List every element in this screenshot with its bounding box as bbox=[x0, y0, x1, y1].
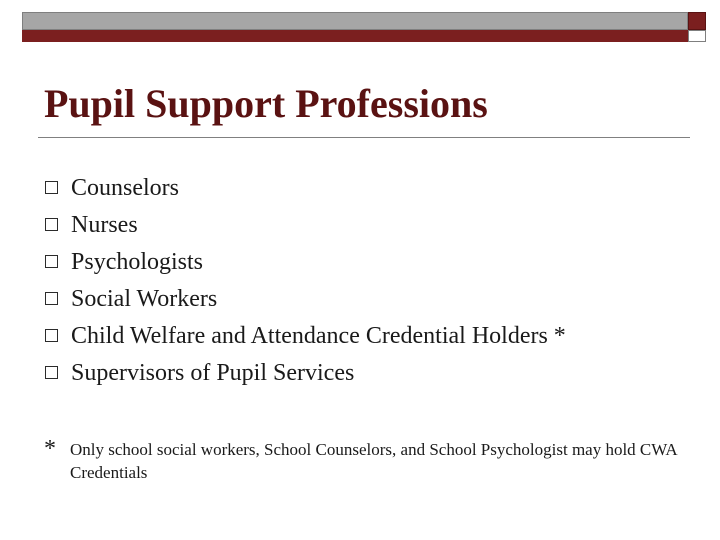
square-bullet-icon bbox=[45, 329, 58, 342]
square-bullet-icon bbox=[45, 181, 58, 194]
header-bar-red bbox=[22, 30, 688, 42]
footnote-asterisk: * bbox=[44, 436, 56, 462]
title-divider bbox=[38, 137, 690, 138]
bullet-label: Supervisors of Pupil Services bbox=[71, 360, 355, 386]
square-bullet-icon bbox=[45, 255, 58, 268]
bullet-label: Nurses bbox=[71, 212, 138, 238]
header-bar-gray bbox=[22, 12, 688, 30]
bullet-label: Psychologists bbox=[71, 249, 204, 275]
bullet-label: Social Workers bbox=[71, 286, 218, 312]
corner-square-white bbox=[688, 30, 706, 42]
footnote-text: Only school social workers, School Counselors, and School Psychologist may hold CWA Credentials bbox=[70, 440, 677, 482]
square-bullet-icon bbox=[45, 366, 58, 379]
bullet-label: Child Welfare and Attendance Credential Holders * bbox=[71, 323, 566, 349]
bullet-label: Counselors bbox=[71, 175, 179, 201]
corner-square-red bbox=[688, 12, 706, 30]
square-bullet-icon bbox=[45, 292, 58, 305]
slide-title: Pupil Support Professions bbox=[44, 81, 488, 126]
square-bullet-icon bbox=[45, 218, 58, 231]
